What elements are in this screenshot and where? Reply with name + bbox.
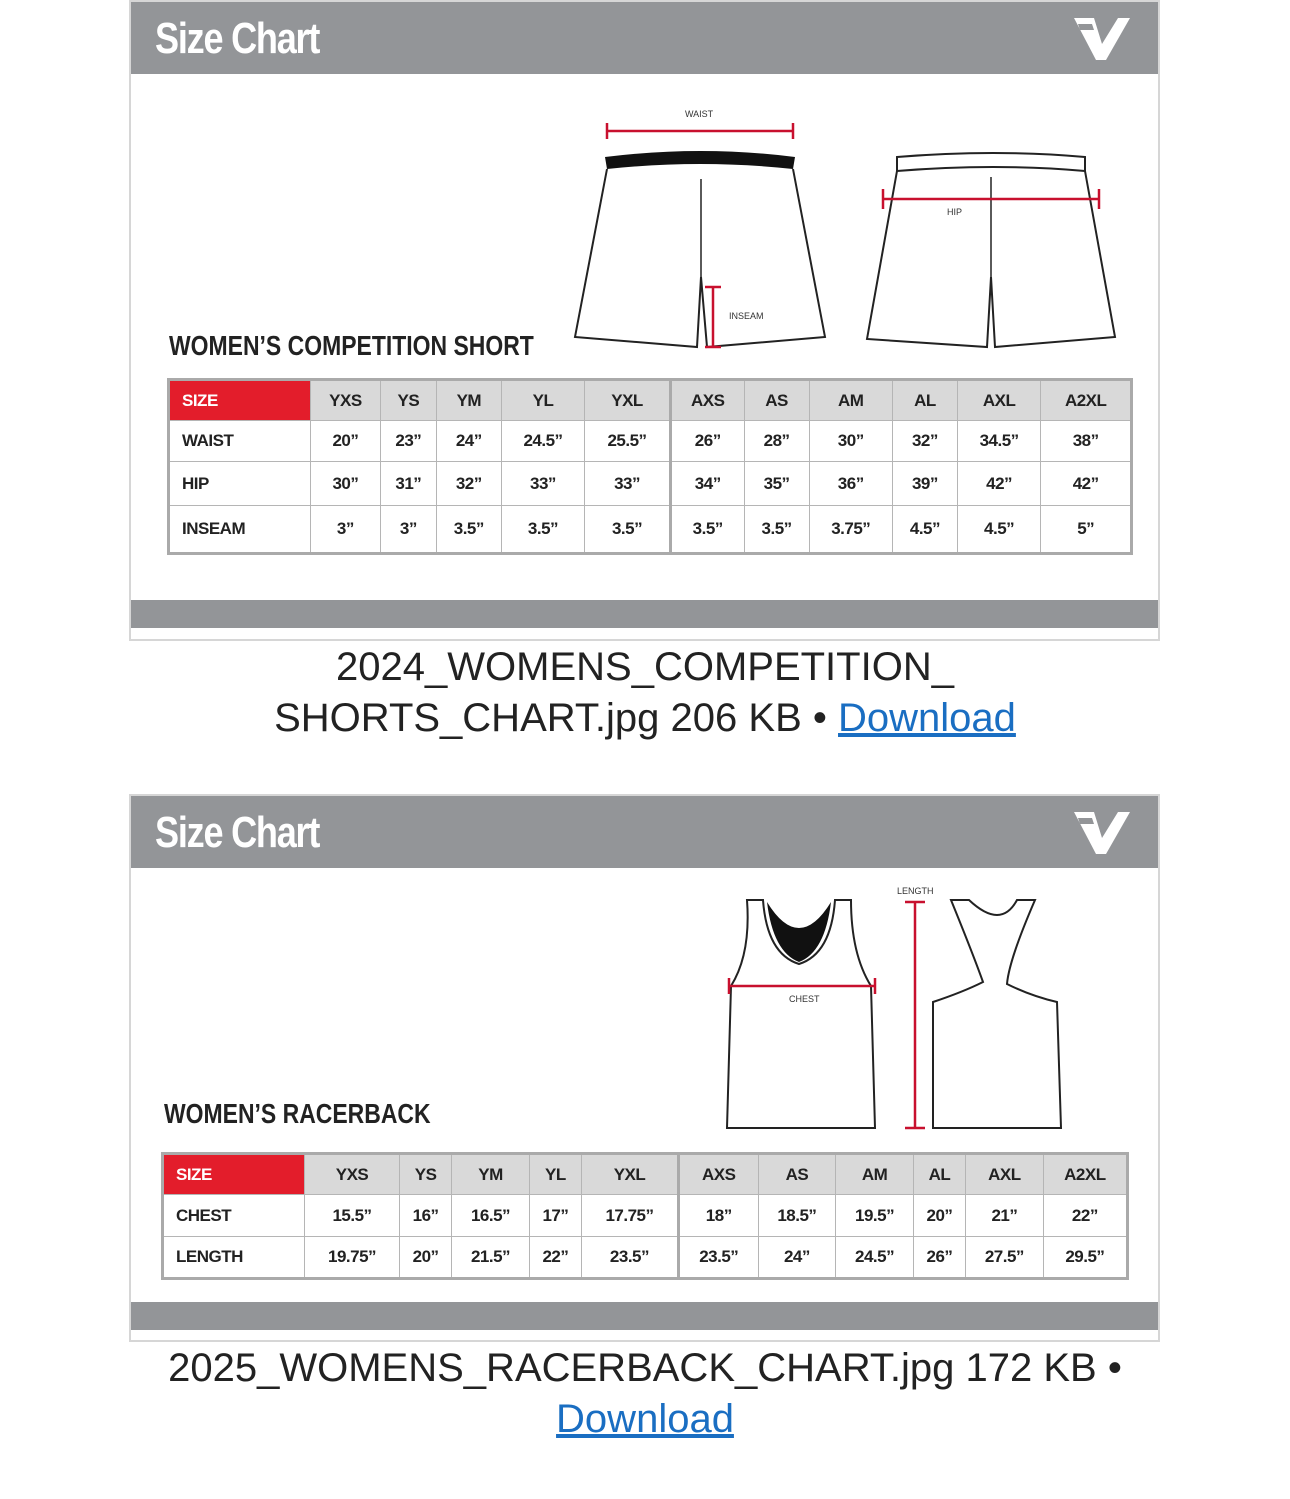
row-label: CHEST xyxy=(163,1195,305,1237)
shorts-diagram xyxy=(561,97,1141,357)
table-cell: 32” xyxy=(436,462,501,506)
brand-logo-icon xyxy=(1072,14,1132,64)
table-cell: 21” xyxy=(966,1195,1044,1237)
row-label: WAIST xyxy=(169,421,311,462)
table-cell: 35” xyxy=(744,462,809,506)
table-cell: 26” xyxy=(913,1237,965,1279)
inseam-measure-line xyxy=(705,287,721,347)
table-cell: 3.5” xyxy=(670,506,744,554)
chart-header-title: Size Chart xyxy=(155,14,320,63)
chart-footer-bar xyxy=(131,600,1158,628)
table-cell: 33” xyxy=(585,462,671,506)
file-name: 2024_WOMENS_COMPETITION_ xyxy=(336,645,954,689)
size-chart-image-shorts xyxy=(129,0,1160,641)
table-cell: 18” xyxy=(678,1195,758,1237)
length-label: LENGTH xyxy=(897,886,934,896)
table-cell: 3.75” xyxy=(809,506,893,554)
hip-label: HIP xyxy=(947,207,963,217)
size-header-cell: YXS xyxy=(311,380,381,421)
length-measure-line xyxy=(905,902,925,1128)
table-cell: 20” xyxy=(400,1237,452,1279)
table-cell: 17.75” xyxy=(582,1195,679,1237)
table-cell: 3.5” xyxy=(744,506,809,554)
table-cell: 36” xyxy=(809,462,893,506)
size-header-cell: SIZE xyxy=(169,380,311,421)
table-cell: 3” xyxy=(311,506,381,554)
size-header-cell: AL xyxy=(893,380,958,421)
download-link[interactable]: Download xyxy=(838,696,1016,740)
size-header-cell: A2XL xyxy=(1041,380,1132,421)
size-header-cell: AS xyxy=(758,1154,836,1195)
table-cell: 23” xyxy=(380,421,436,462)
row-label: INSEAM xyxy=(169,506,311,554)
chart-header-bar xyxy=(131,796,1158,868)
table-cell: 24.5” xyxy=(501,421,585,462)
file-name: 2025_WOMENS_RACERBACK_CHART.jpg xyxy=(168,1346,955,1390)
table-cell: 22” xyxy=(1043,1195,1127,1237)
table-cell: 3.5” xyxy=(585,506,671,554)
table-cell: 33” xyxy=(501,462,585,506)
size-table xyxy=(161,1152,1129,1280)
table-cell: 23.5” xyxy=(678,1237,758,1279)
table-cell: 29.5” xyxy=(1043,1237,1127,1279)
inseam-label: INSEAM xyxy=(729,311,764,321)
waist-measure-line xyxy=(607,123,793,139)
size-header-cell: YL xyxy=(501,380,585,421)
product-title: WOMEN’S RACERBACK xyxy=(164,1098,431,1129)
table-cell: 24” xyxy=(758,1237,836,1279)
table-row xyxy=(169,506,1132,554)
separator: • xyxy=(1107,1346,1122,1390)
table-row xyxy=(163,1195,1128,1237)
table-cell: 30” xyxy=(809,421,893,462)
size-header-cell: AXS xyxy=(678,1154,758,1195)
chart-header-bar xyxy=(131,2,1158,74)
file-caption-racerback xyxy=(0,1343,1290,1445)
table-cell: 20” xyxy=(311,421,381,462)
racerback-diagram xyxy=(711,884,1111,1134)
size-header-cell: YM xyxy=(452,1154,530,1195)
chest-measure-line xyxy=(729,978,875,994)
table-cell: 24” xyxy=(436,421,501,462)
table-cell: 27.5” xyxy=(966,1237,1044,1279)
table-cell: 24.5” xyxy=(836,1237,914,1279)
table-cell: 22” xyxy=(529,1237,581,1279)
size-header-cell: AXS xyxy=(670,380,744,421)
table-cell: 39” xyxy=(893,462,958,506)
table-cell: 30” xyxy=(311,462,381,506)
table-cell: 4.5” xyxy=(893,506,958,554)
table-cell: 42” xyxy=(1041,462,1132,506)
table-cell: 18.5” xyxy=(758,1195,836,1237)
size-header-cell: AM xyxy=(809,380,893,421)
table-cell: 5” xyxy=(1041,506,1132,554)
file-size: 172 KB xyxy=(965,1346,1097,1390)
tank-front-icon xyxy=(727,900,875,1128)
size-header-cell: AXL xyxy=(957,380,1041,421)
table-cell: 32” xyxy=(893,421,958,462)
download-link[interactable]: Download xyxy=(556,1397,734,1441)
table-cell: 25.5” xyxy=(585,421,671,462)
shorts-front-icon xyxy=(575,151,825,347)
chart-footer-bar xyxy=(131,1302,1158,1330)
size-header-row xyxy=(169,380,1132,421)
table-cell: 19.75” xyxy=(305,1237,400,1279)
svg-text:V: V xyxy=(1072,14,1073,15)
size-header-cell: AXL xyxy=(966,1154,1044,1195)
table-row xyxy=(163,1237,1128,1279)
table-cell: 26” xyxy=(670,421,744,462)
table-cell: 23.5” xyxy=(582,1237,679,1279)
waist-label: WAIST xyxy=(685,109,714,119)
size-header-cell: AM xyxy=(836,1154,914,1195)
size-header-cell: YM xyxy=(436,380,501,421)
size-header-cell: YXS xyxy=(305,1154,400,1195)
size-header-cell: YL xyxy=(529,1154,581,1195)
file-name-cont: SHORTS_CHART.jpg xyxy=(274,696,660,740)
size-table xyxy=(167,378,1133,555)
table-cell: 28” xyxy=(744,421,809,462)
chart-header-title: Size Chart xyxy=(155,808,320,857)
file-size: 206 KB xyxy=(670,696,802,740)
size-header-cell: AL xyxy=(913,1154,965,1195)
brand-logo-icon xyxy=(1072,808,1132,858)
row-label: HIP xyxy=(169,462,311,506)
table-cell: 34.5” xyxy=(957,421,1041,462)
table-cell: 3” xyxy=(380,506,436,554)
size-header-cell: AS xyxy=(744,380,809,421)
size-header-cell: YXL xyxy=(582,1154,679,1195)
table-cell: 3.5” xyxy=(436,506,501,554)
table-cell: 31” xyxy=(380,462,436,506)
size-chart-image-racerback xyxy=(129,794,1160,1342)
size-header-cell: YXL xyxy=(585,380,671,421)
table-cell: 21.5” xyxy=(452,1237,530,1279)
product-title: WOMEN’S COMPETITION SHORT xyxy=(169,330,534,361)
table-cell: 42” xyxy=(957,462,1041,506)
table-row xyxy=(169,462,1132,506)
chest-label: CHEST xyxy=(789,994,820,1004)
size-header-cell: YS xyxy=(380,380,436,421)
table-cell: 16.5” xyxy=(452,1195,530,1237)
table-cell: 20” xyxy=(913,1195,965,1237)
table-cell: 15.5” xyxy=(305,1195,400,1237)
separator: • xyxy=(812,696,827,740)
size-header-cell: YS xyxy=(400,1154,452,1195)
table-cell: 3.5” xyxy=(501,506,585,554)
table-row xyxy=(169,421,1132,462)
file-caption-shorts xyxy=(0,642,1290,744)
svg-text:V: V xyxy=(1072,808,1073,809)
table-cell: 38” xyxy=(1041,421,1132,462)
size-header-cell: A2XL xyxy=(1043,1154,1127,1195)
table-cell: 19.5” xyxy=(836,1195,914,1237)
table-cell: 34” xyxy=(670,462,744,506)
table-cell: 16” xyxy=(400,1195,452,1237)
size-header-row xyxy=(163,1154,1128,1195)
shorts-back-icon xyxy=(867,153,1115,347)
tank-back-icon xyxy=(933,900,1061,1128)
row-label: LENGTH xyxy=(163,1237,305,1279)
table-cell: 17” xyxy=(529,1195,581,1237)
table-cell: 4.5” xyxy=(957,506,1041,554)
size-header-cell: SIZE xyxy=(163,1154,305,1195)
